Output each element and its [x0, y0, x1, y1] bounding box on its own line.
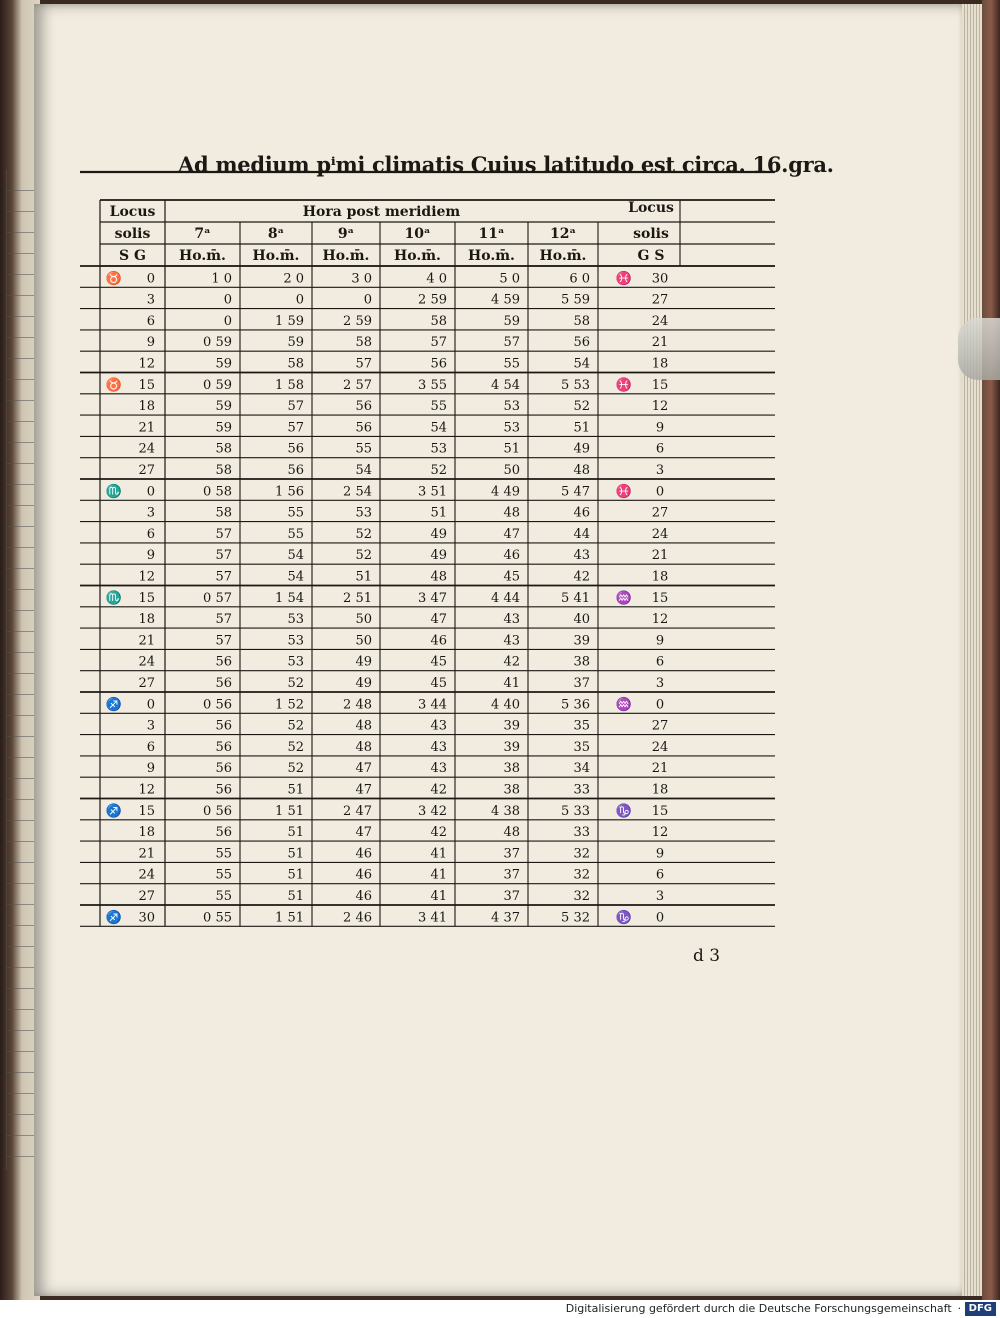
row-hour-minute: 39 [503, 718, 520, 734]
row-hour-minute: 51 [287, 825, 304, 841]
binding-board [982, 0, 1000, 1300]
row-hour-minute: 0 58 [203, 484, 232, 500]
row-hour-minute: 53 [287, 612, 304, 628]
row-hour-minute: 5 0 [499, 271, 520, 287]
row-degree-left: 6 [146, 313, 155, 329]
row-degree-right: 18 [651, 569, 669, 585]
row-hour-minute: 37 [503, 889, 520, 904]
row-degree-right: 0 [655, 697, 665, 713]
row-degree-right: 3 [655, 889, 665, 904]
header-hour-col: 8ᵃ [267, 226, 285, 242]
row-hour-minute: 48 [355, 718, 372, 734]
row-hour-minute: 3 47 [418, 590, 447, 606]
row-hour-minute: 4 54 [491, 377, 520, 393]
row-sign-left: ♉ [105, 271, 123, 287]
row-hour-minute: 58 [287, 356, 304, 372]
row-hour-minute: 56 [215, 676, 232, 691]
row-hour-minute: 54 [573, 356, 590, 372]
row-hour-minute: 56 [287, 463, 304, 478]
row-hour-minute: 52 [355, 526, 372, 542]
row-sign-left: ♏ [105, 484, 123, 500]
row-hour-minute: 1 51 [275, 910, 304, 926]
row-hour-minute: 53 [430, 441, 447, 457]
row-hour-minute: 5 41 [561, 590, 590, 606]
row-hour-minute: 47 [355, 825, 372, 841]
row-hour-minute: 55 [287, 526, 304, 542]
header-ho-m-label: Ho.m̄. [179, 248, 226, 264]
header-locus-right: Locus [628, 200, 674, 216]
row-hour-minute: 4 49 [491, 484, 520, 500]
row-hour-minute: 57 [503, 335, 520, 351]
row-degree-right: 6 [655, 867, 665, 883]
row-hour-minute: 1 51 [275, 803, 304, 819]
row-degree-left: 6 [146, 739, 155, 755]
row-hour-minute: 50 [503, 463, 520, 478]
row-hour-minute: 0 [223, 292, 232, 308]
row-hour-minute: 0 55 [203, 910, 232, 926]
row-hour-minute: 42 [573, 569, 590, 585]
row-degree-left: 27 [138, 463, 155, 478]
row-hour-minute: 51 [573, 420, 590, 436]
row-hour-minute: 2 59 [343, 313, 372, 329]
row-hour-minute: 53 [503, 399, 520, 415]
row-degree-right: 24 [651, 313, 669, 329]
row-sign-left: ♐ [105, 803, 123, 819]
row-degree-left: 3 [146, 505, 155, 521]
row-degree-right: 15 [651, 803, 669, 819]
row-hour-minute: 42 [430, 782, 447, 798]
row-degree-left: 18 [138, 399, 155, 415]
row-sign-left: ♐ [105, 910, 123, 926]
row-degree-right: 0 [655, 484, 665, 500]
row-degree-left: 3 [146, 718, 155, 734]
row-hour-minute: 56 [430, 356, 447, 372]
row-hour-minute: 5 32 [561, 910, 590, 926]
row-degree-left: 18 [138, 612, 155, 628]
row-hour-minute: 48 [573, 463, 590, 478]
row-degree-left: 21 [138, 420, 155, 436]
header-ho-m-label: Ho.m̄. [322, 248, 370, 264]
row-hour-minute: 55 [287, 505, 304, 521]
row-hour-minute: 57 [215, 548, 232, 564]
row-hour-minute: 1 54 [275, 590, 304, 606]
row-hour-minute: 58 [215, 441, 232, 457]
header-solis-left: solis [114, 226, 151, 242]
row-degree-right: 15 [651, 377, 669, 393]
row-hour-minute: 6 0 [569, 271, 590, 287]
row-hour-minute: 5 59 [561, 292, 590, 308]
row-hour-minute: 5 36 [561, 697, 590, 713]
row-hour-minute: 32 [573, 846, 590, 862]
row-hour-minute: 49 [430, 548, 447, 564]
row-hour-minute: 43 [503, 612, 520, 628]
header-hour-col: 12ᵃ [549, 226, 577, 242]
row-hour-minute: 53 [287, 654, 304, 670]
row-hour-minute: 54 [287, 548, 304, 564]
row-hour-minute: 46 [355, 846, 372, 862]
header-ho-m-label: Ho.m̄. [468, 248, 515, 264]
row-degree-left: 6 [146, 526, 155, 542]
row-hour-minute: 32 [573, 889, 590, 904]
row-degree-right: 21 [651, 335, 669, 351]
row-hour-minute: 56 [215, 761, 232, 777]
row-hour-minute: 59 [287, 335, 304, 351]
row-hour-minute: 2 48 [343, 697, 372, 713]
row-degree-left: 21 [138, 846, 155, 862]
row-hour-minute: 56 [573, 335, 590, 351]
row-hour-minute: 34 [573, 761, 590, 777]
footer-text: Digitalisierung gefördert durch die Deutsche Forschungsgemeinschaft [565, 1302, 952, 1315]
row-hour-minute: 56 [355, 420, 372, 436]
header-solis-right: solis [633, 226, 669, 242]
row-sign-right: ♑ [615, 910, 633, 926]
row-hour-minute: 55 [215, 889, 232, 904]
row-hour-minute: 1 56 [275, 484, 304, 500]
row-degree-left: 24 [138, 441, 155, 457]
header-hour-col: 7ᵃ [194, 226, 211, 242]
row-degree-right: 12 [651, 399, 669, 415]
row-hour-minute: 46 [573, 505, 590, 521]
row-hour-minute: 47 [503, 526, 520, 542]
row-hour-minute: 57 [215, 612, 232, 628]
row-hour-minute: 4 40 [491, 697, 520, 713]
row-hour-minute: 58 [430, 313, 447, 329]
row-hour-minute: 54 [287, 569, 304, 585]
row-hour-minute: 47 [430, 612, 447, 628]
row-hour-minute: 43 [430, 718, 447, 734]
row-hour-minute: 49 [355, 676, 372, 691]
row-hour-minute: 55 [215, 846, 232, 862]
row-hour-minute: 54 [355, 463, 372, 478]
row-degree-right: 12 [651, 825, 669, 841]
row-hour-minute: 59 [215, 420, 232, 436]
row-degree-right: 3 [655, 463, 665, 478]
row-hour-minute: 51 [287, 846, 304, 862]
header-hour-col: 9ᵃ [337, 226, 355, 242]
row-sign-right: ♓ [615, 271, 633, 287]
row-degree-right: 6 [655, 654, 665, 670]
row-degree-right: 30 [651, 271, 669, 287]
row-hour-minute: 45 [503, 569, 520, 585]
row-hour-minute: 49 [430, 526, 447, 542]
row-hour-minute: 0 56 [203, 697, 232, 713]
row-hour-minute: 4 38 [491, 803, 520, 819]
digitization-footer: Digitalisierung gefördert durch die Deutsche Forschungsgemeinschaft · DFG [0, 1300, 1000, 1318]
row-degree-right: 15 [651, 590, 669, 606]
header-locus-left: Locus [109, 204, 156, 220]
row-degree-right: 27 [651, 718, 669, 734]
row-hour-minute: 50 [355, 633, 372, 649]
row-hour-minute: 0 [223, 313, 232, 329]
row-degree-right: 21 [651, 548, 669, 564]
row-degree-left: 24 [138, 654, 155, 670]
row-hour-minute: 2 54 [343, 484, 372, 500]
row-hour-minute: 41 [430, 889, 447, 904]
row-sign-left: ♉ [105, 377, 123, 393]
row-hour-minute: 43 [430, 739, 447, 755]
row-hour-minute: 3 42 [418, 803, 447, 819]
row-hour-minute: 52 [287, 761, 304, 777]
header-hora-post-meridiem: Hora post meridiem [302, 204, 461, 220]
row-hour-minute: 52 [287, 676, 304, 691]
row-hour-minute: 57 [430, 335, 447, 351]
row-sign-right: ♓ [615, 484, 633, 500]
row-hour-minute: 40 [573, 612, 590, 628]
row-degree-right: 0 [655, 910, 665, 926]
row-hour-minute: 32 [573, 867, 590, 883]
row-hour-minute: 41 [430, 846, 447, 862]
row-hour-minute: 1 59 [275, 313, 304, 329]
row-hour-minute: 2 0 [283, 271, 304, 287]
row-hour-minute: 38 [503, 761, 520, 777]
row-hour-minute: 51 [287, 782, 304, 798]
row-hour-minute: 48 [503, 825, 520, 841]
row-degree-left: 21 [138, 633, 155, 649]
row-hour-minute: 2 47 [343, 803, 372, 819]
row-hour-minute: 0 56 [203, 803, 232, 819]
row-hour-minute: 45 [430, 676, 447, 691]
row-hour-minute: 54 [430, 420, 447, 436]
row-degree-right: 18 [651, 356, 669, 372]
row-hour-minute: 3 51 [418, 484, 447, 500]
row-hour-minute: 49 [573, 441, 590, 457]
row-hour-minute: 38 [503, 782, 520, 798]
row-hour-minute: 48 [355, 739, 372, 755]
row-hour-minute: 41 [430, 867, 447, 883]
row-hour-minute: 42 [430, 825, 447, 841]
row-hour-minute: 57 [215, 633, 232, 649]
row-hour-minute: 59 [215, 356, 232, 372]
row-hour-minute: 46 [355, 867, 372, 883]
row-degree-right: 9 [655, 633, 665, 649]
row-sign-left: ♏ [105, 590, 123, 606]
row-degree-left: 9 [146, 761, 155, 777]
row-degree-left: 9 [146, 335, 155, 351]
row-hour-minute: 51 [503, 441, 520, 457]
row-degree-left: 15 [138, 377, 155, 393]
row-hour-minute: 56 [215, 654, 232, 670]
header-ho-m-label: Ho.m̄. [394, 248, 441, 264]
row-hour-minute: 58 [573, 313, 590, 329]
row-hour-minute: 51 [287, 867, 304, 883]
row-degree-left: 12 [138, 569, 155, 585]
row-hour-minute: 52 [430, 463, 447, 478]
row-degree-left: 12 [138, 356, 155, 372]
row-hour-minute: 33 [573, 825, 590, 841]
row-hour-minute: 56 [215, 782, 232, 798]
row-hour-minute: 2 46 [343, 910, 372, 926]
row-hour-minute: 0 [295, 292, 304, 308]
row-hour-minute: 44 [573, 526, 590, 542]
row-hour-minute: 55 [355, 441, 372, 457]
row-hour-minute: 48 [503, 505, 520, 521]
row-degree-right: 3 [655, 676, 665, 691]
row-degree-right: 21 [651, 761, 669, 777]
row-hour-minute: 3 41 [418, 910, 447, 926]
header-ho-m-label: Ho.m̄. [252, 248, 300, 264]
row-degree-left: 3 [146, 292, 155, 308]
row-hour-minute: 0 59 [203, 335, 232, 351]
row-degree-left: 18 [138, 825, 155, 841]
row-degree-right: 12 [651, 612, 669, 628]
book-clasp [958, 318, 1000, 380]
row-hour-minute: 46 [503, 548, 520, 564]
row-degree-left: 15 [138, 803, 155, 819]
row-degree-left: 15 [138, 590, 155, 606]
row-sign-right: ♒ [615, 590, 633, 606]
row-degree-left: 24 [138, 867, 155, 883]
row-degree-left: 0 [146, 484, 155, 500]
row-hour-minute: 37 [573, 676, 590, 691]
row-degree-right: 27 [651, 292, 669, 308]
row-degree-right: 24 [651, 739, 669, 755]
row-degree-right: 9 [655, 846, 665, 862]
row-degree-left: 9 [146, 548, 155, 564]
row-hour-minute: 56 [215, 718, 232, 734]
row-hour-minute: 56 [355, 399, 372, 415]
row-hour-minute: 42 [503, 654, 520, 670]
row-hour-minute: 5 53 [561, 377, 590, 393]
row-hour-minute: 52 [573, 399, 590, 415]
row-hour-minute: 2 57 [343, 377, 372, 393]
row-degree-left: 0 [146, 697, 155, 713]
row-sign-right: ♓ [615, 377, 633, 393]
row-hour-minute: 37 [503, 846, 520, 862]
row-sign-right: ♒ [615, 697, 633, 713]
row-hour-minute: 52 [287, 718, 304, 734]
row-hour-minute: 3 44 [418, 697, 447, 713]
row-hour-minute: 5 47 [561, 484, 590, 500]
row-degree-right: 6 [655, 441, 665, 457]
row-hour-minute: 57 [355, 356, 372, 372]
row-hour-minute: 59 [215, 399, 232, 415]
row-hour-minute: 57 [215, 526, 232, 542]
row-hour-minute: 4 59 [491, 292, 520, 308]
row-hour-minute: 55 [215, 867, 232, 883]
row-hour-minute: 48 [430, 569, 447, 585]
row-hour-minute: 52 [287, 739, 304, 755]
row-degree-right: 18 [651, 782, 669, 798]
row-sign-left: ♐ [105, 697, 123, 713]
header-grad-sign-right: G S [637, 248, 665, 264]
row-degree-right: 24 [651, 526, 669, 542]
row-hour-minute: 5 33 [561, 803, 590, 819]
row-hour-minute: 1 52 [275, 697, 304, 713]
row-hour-minute: 46 [430, 633, 447, 649]
header-hour-col: 11ᵃ [478, 226, 505, 242]
header-sign-grad-left: S G [119, 248, 146, 264]
row-hour-minute: 56 [287, 441, 304, 457]
row-hour-minute: 46 [355, 889, 372, 904]
row-hour-minute: 58 [215, 463, 232, 478]
row-hour-minute: 37 [503, 867, 520, 883]
row-hour-minute: 58 [355, 335, 372, 351]
row-degree-left: 12 [138, 782, 155, 798]
row-hour-minute: 2 51 [343, 590, 372, 606]
row-hour-minute: 47 [355, 782, 372, 798]
row-hour-minute: 53 [287, 633, 304, 649]
row-degree-right: 27 [651, 505, 669, 521]
row-hour-minute: 59 [503, 313, 520, 329]
row-hour-minute: 58 [215, 505, 232, 521]
row-degree-left: 30 [138, 910, 155, 926]
row-hour-minute: 35 [573, 718, 590, 734]
dfg-logo: DFG [965, 1302, 996, 1316]
row-hour-minute: 39 [573, 633, 590, 649]
row-hour-minute: 3 0 [351, 271, 372, 287]
row-hour-minute: 45 [430, 654, 447, 670]
row-hour-minute: 33 [573, 782, 590, 798]
row-hour-minute: 3 55 [418, 377, 447, 393]
row-hour-minute: 50 [355, 612, 372, 628]
row-hour-minute: 56 [215, 825, 232, 841]
row-hour-minute: 4 0 [426, 271, 447, 287]
facing-page-bleed [6, 170, 37, 1170]
row-hour-minute: 43 [503, 633, 520, 649]
header-ho-m-label: Ho.m̄. [539, 248, 587, 264]
row-hour-minute: 1 58 [275, 377, 304, 393]
row-hour-minute: 56 [215, 739, 232, 755]
row-sign-right: ♑ [615, 803, 633, 819]
row-hour-minute: 57 [287, 420, 304, 436]
folio-signature: d 3 [693, 946, 721, 966]
row-degree-left: 27 [138, 676, 155, 691]
row-hour-minute: 4 37 [491, 910, 520, 926]
row-hour-minute: 57 [287, 399, 304, 415]
row-hour-minute: 55 [430, 399, 447, 415]
row-hour-minute: 0 [363, 292, 372, 308]
row-hour-minute: 2 59 [418, 292, 447, 308]
row-hour-minute: 0 59 [203, 377, 232, 393]
row-hour-minute: 43 [573, 548, 590, 564]
row-hour-minute: 43 [430, 761, 447, 777]
row-hour-minute: 51 [287, 889, 304, 904]
row-hour-minute: 35 [573, 739, 590, 755]
row-hour-minute: 53 [503, 420, 520, 436]
row-hour-minute: 4 44 [491, 590, 520, 606]
row-hour-minute: 1 0 [211, 271, 232, 287]
row-hour-minute: 38 [573, 654, 590, 670]
row-hour-minute: 51 [355, 569, 372, 585]
row-degree-left: 27 [138, 889, 155, 904]
row-hour-minute: 52 [355, 548, 372, 564]
row-hour-minute: 57 [215, 569, 232, 585]
row-hour-minute: 51 [430, 505, 447, 521]
astronomical-table [80, 170, 775, 960]
page-title: Ad medium pⁱmi climatis Cuius latitudo est circa. 16.gra. [178, 152, 834, 177]
row-hour-minute: 53 [355, 505, 372, 521]
row-hour-minute: 41 [503, 676, 520, 691]
row-hour-minute: 0 57 [203, 590, 232, 606]
header-hour-col: 10ᵃ [404, 226, 431, 242]
row-hour-minute: 39 [503, 739, 520, 755]
row-hour-minute: 49 [355, 654, 372, 670]
row-degree-left: 0 [146, 271, 155, 287]
row-hour-minute: 55 [503, 356, 520, 372]
page-stack-edge [962, 4, 984, 1296]
row-degree-right: 9 [655, 420, 665, 436]
row-hour-minute: 47 [355, 761, 372, 777]
